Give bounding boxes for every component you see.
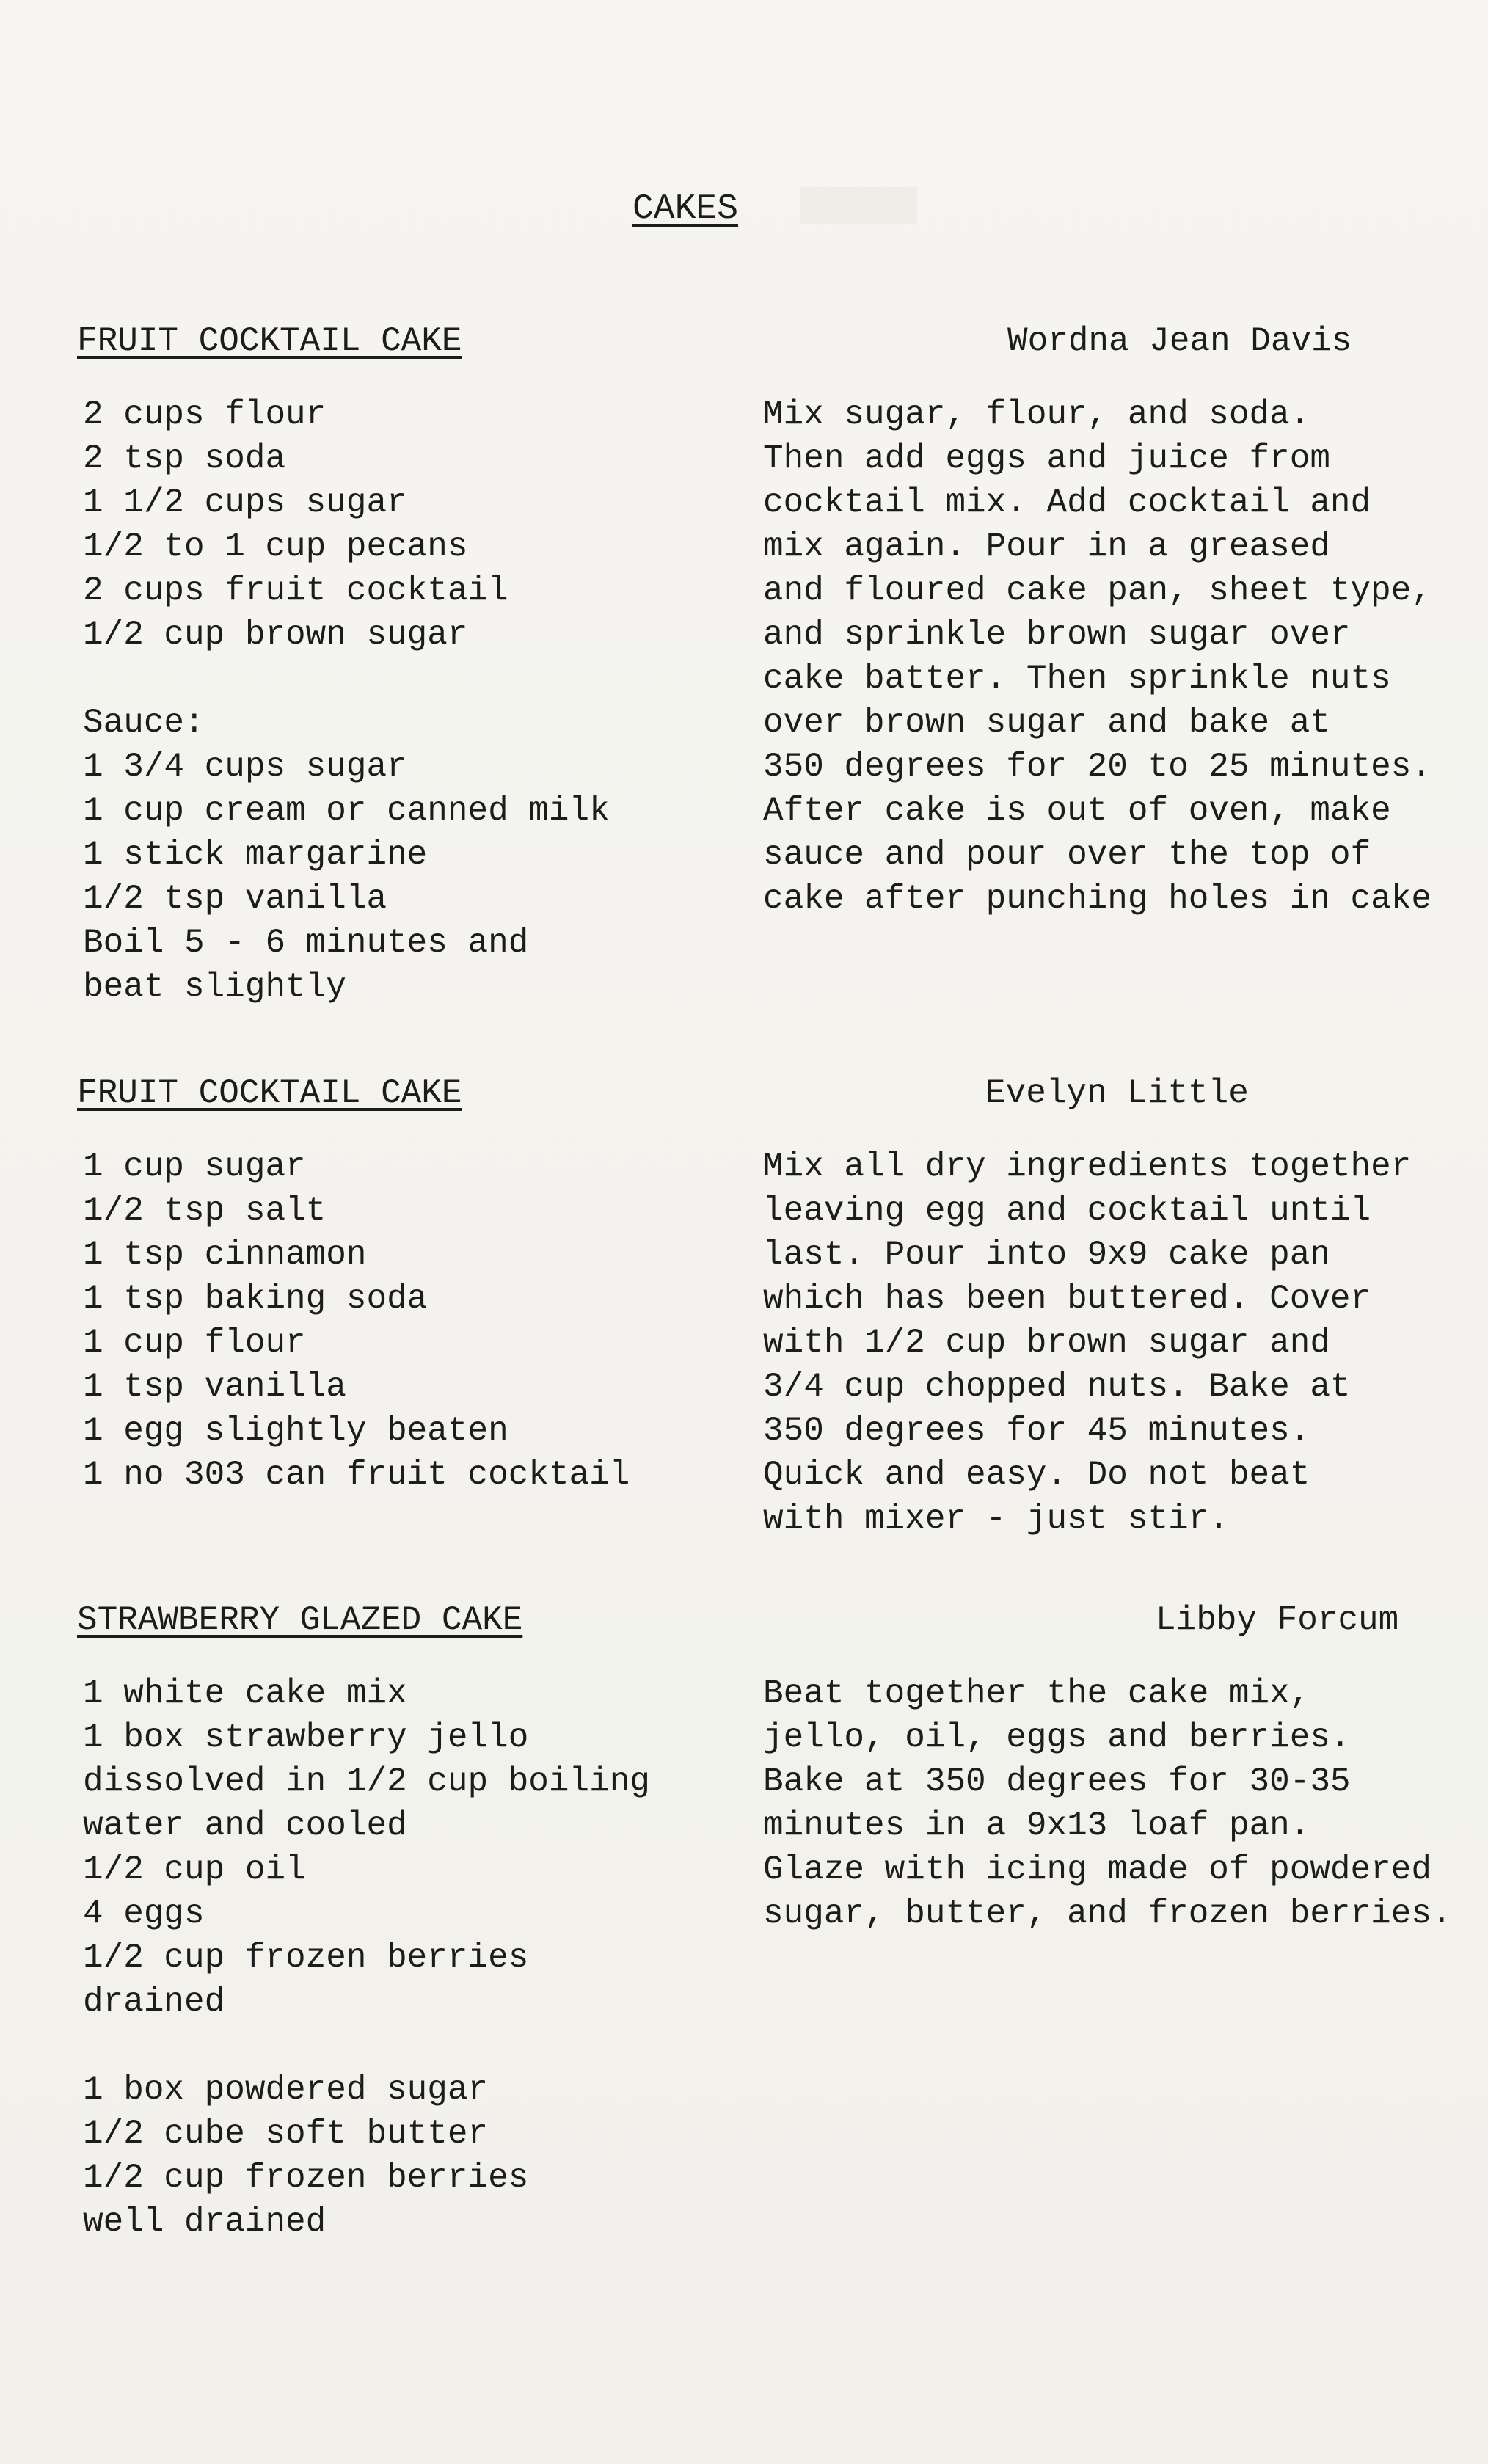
ingredient-line: 1 1/2 cups sugar bbox=[83, 484, 407, 522]
recipe-author: Evelyn Little bbox=[985, 1074, 1249, 1112]
ingredient-line: Boil 5 - 6 minutes and bbox=[83, 924, 529, 962]
ingredient-line: 1 3/4 cups sugar bbox=[83, 748, 407, 786]
ingredient-line: 1/2 cube soft butter bbox=[83, 2115, 489, 2153]
direction-line: 3/4 cup chopped nuts. Bake at bbox=[763, 1368, 1351, 1406]
ingredient-line: Sauce: bbox=[83, 704, 205, 742]
direction-line: Bake at 350 degrees for 30-35 bbox=[763, 1763, 1351, 1801]
direction-line: minutes in a 9x13 loaf pan. bbox=[763, 1807, 1310, 1845]
ingredient-line: beat slightly bbox=[83, 968, 346, 1006]
direction-line: sugar, butter, and frozen berries. bbox=[763, 1895, 1452, 1933]
direction-line: last. Pour into 9x9 cake pan bbox=[763, 1236, 1330, 1274]
ingredient-line: 4 eggs bbox=[83, 1895, 205, 1933]
ingredient-line: 1/2 tsp salt bbox=[83, 1192, 327, 1230]
direction-line: Glaze with icing made of powdered bbox=[763, 1851, 1432, 1889]
blank-line bbox=[83, 657, 765, 701]
ingredient-line: 1 box powdered sugar bbox=[83, 2071, 489, 2109]
recipe-header bbox=[77, 1598, 1486, 1642]
direction-line: jello, oil, eggs and berries. bbox=[763, 1718, 1351, 1757]
direction-line: Mix all dry ingredients together bbox=[763, 1148, 1412, 1186]
ingredient-line: 1 tsp baking soda bbox=[83, 1280, 428, 1318]
blank-line bbox=[83, 2024, 765, 2068]
direction-line: After cake is out of oven, make bbox=[763, 792, 1391, 830]
recipe-header bbox=[77, 1071, 1486, 1115]
ingredient-line: 1 no 303 can fruit cocktail bbox=[83, 1456, 630, 1494]
ingredient-line: 1 tsp cinnamon bbox=[83, 1236, 367, 1274]
direction-line: with mixer - just stir. bbox=[763, 1500, 1229, 1538]
ingredient-line: 2 cups flour bbox=[83, 396, 327, 434]
ingredient-line: 1 cup cream or canned milk bbox=[83, 792, 610, 830]
direction-line: Quick and easy. Do not beat bbox=[763, 1456, 1310, 1494]
ingredient-line: 1 tsp vanilla bbox=[83, 1368, 346, 1406]
ingredient-line: 1 box strawberry jello bbox=[83, 1718, 529, 1757]
recipe-title: FRUIT COCKTAIL CAKE bbox=[77, 322, 462, 360]
direction-line: 350 degrees for 45 minutes. bbox=[763, 1412, 1310, 1450]
direction-line: sauce and pour over the top of bbox=[763, 836, 1371, 874]
ingredient-list bbox=[83, 1672, 765, 2244]
page-title: CAKES bbox=[632, 189, 739, 229]
ingredient-list bbox=[83, 393, 765, 1009]
direction-line: over brown sugar and bake at bbox=[763, 704, 1330, 742]
direction-line: and sprinkle brown sugar over bbox=[763, 616, 1351, 654]
ingredient-line: 2 cups fruit cocktail bbox=[83, 572, 508, 610]
recipe-author: Libby Forcum bbox=[1156, 1601, 1399, 1639]
ingredient-line: 1 cup sugar bbox=[83, 1148, 306, 1186]
recipe-fruit-cocktail-cake-davis bbox=[77, 319, 1486, 1006]
direction-line: Mix sugar, flour, and soda. bbox=[763, 396, 1310, 434]
ingredient-line: 1/2 cup frozen berries bbox=[83, 1939, 529, 1977]
ingredient-line: 1/2 cup frozen berries bbox=[83, 2159, 529, 2197]
ingredient-line: dissolved in 1/2 cup boiling bbox=[83, 1763, 650, 1801]
direction-line: which has been buttered. Cover bbox=[763, 1280, 1371, 1318]
direction-line: 350 degrees for 20 to 25 minutes. bbox=[763, 748, 1432, 786]
recipe-author: Wordna Jean Davis bbox=[1007, 322, 1352, 360]
ingredient-line: water and cooled bbox=[83, 1807, 407, 1845]
ingredient-line: well drained bbox=[83, 2203, 327, 2241]
ingredient-line: 1 stick margarine bbox=[83, 836, 428, 874]
recipe-title: STRAWBERRY GLAZED CAKE bbox=[77, 1601, 523, 1639]
directions-text bbox=[763, 1672, 1486, 1936]
direction-line: cake after punching holes in cake bbox=[763, 880, 1432, 918]
recipe-header bbox=[77, 319, 1486, 363]
ingredient-line: 1 egg slightly beaten bbox=[83, 1412, 508, 1450]
directions-text bbox=[763, 393, 1486, 921]
ingredient-line: 1 cup flour bbox=[83, 1324, 306, 1362]
direction-line: with 1/2 cup brown sugar and bbox=[763, 1324, 1330, 1362]
ingredient-line: 1/2 cup brown sugar bbox=[83, 616, 468, 654]
direction-line: leaving egg and cocktail until bbox=[763, 1192, 1371, 1230]
recipe-title: FRUIT COCKTAIL CAKE bbox=[77, 1074, 462, 1112]
recipe-strawberry-glazed-cake bbox=[77, 1598, 1486, 2241]
ingredient-list bbox=[83, 1145, 765, 1497]
direction-line: Then add eggs and juice from bbox=[763, 440, 1330, 478]
direction-line: and floured cake pan, sheet type, bbox=[763, 572, 1432, 610]
direction-line: cocktail mix. Add cocktail and bbox=[763, 484, 1371, 522]
ingredient-line: drained bbox=[83, 1983, 225, 2021]
directions-text bbox=[763, 1145, 1486, 1541]
ingredient-line: 2 tsp soda bbox=[83, 440, 286, 478]
ingredient-line: 1 white cake mix bbox=[83, 1674, 407, 1713]
ingredient-line: 1/2 to 1 cup pecans bbox=[83, 528, 468, 566]
ingredient-line: 1/2 tsp vanilla bbox=[83, 880, 387, 918]
direction-line: mix again. Pour in a greased bbox=[763, 528, 1330, 566]
recipe-fruit-cocktail-cake-little bbox=[77, 1071, 1486, 1538]
direction-line: Beat together the cake mix, bbox=[763, 1674, 1310, 1713]
ingredient-line: 1/2 cup oil bbox=[83, 1851, 306, 1889]
direction-line: cake batter. Then sprinkle nuts bbox=[763, 660, 1391, 698]
